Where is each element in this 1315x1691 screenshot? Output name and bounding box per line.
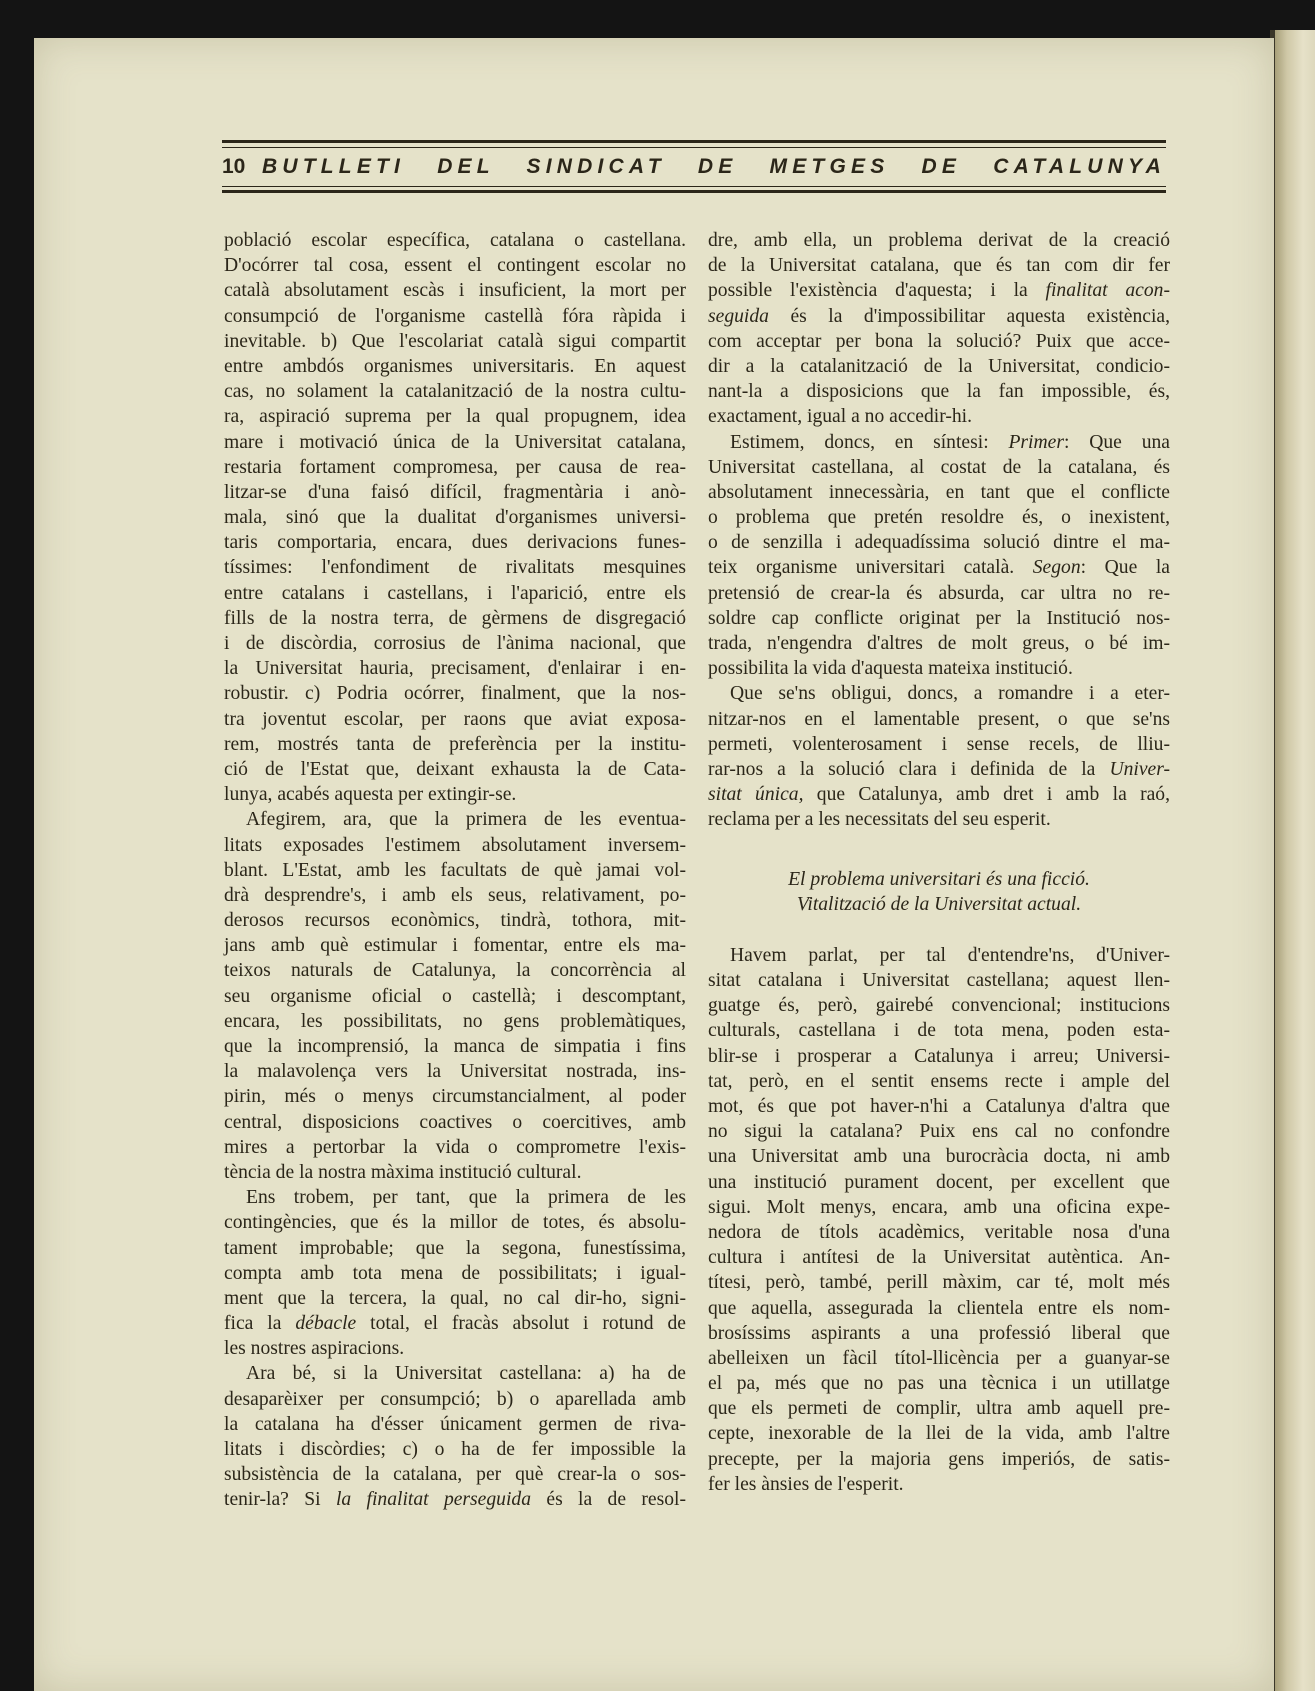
header-rule-top-thick — [222, 140, 1166, 143]
text-line: que aquella, assegurada la clientela entre els nom- — [708, 1297, 1170, 1319]
text-line: inevitable. b) Que l'escolariat català sigui compartit — [224, 330, 686, 352]
text-line: subsistència de la catalana, per què crear-la o sos- — [224, 1464, 686, 1486]
text-line: drà desprendre's, i amb els seus, relativament, po- — [224, 884, 686, 906]
text-line: no sigui la catalana? Puix ens cal no confondre — [708, 1121, 1170, 1143]
text-line-segon — [708, 555, 1170, 580]
text-line: Havem parlat, per tal d'entendre'ns, d'Univer- — [730, 944, 1170, 966]
italic-term-debacle: débacle — [295, 1313, 357, 1335]
text-line-seguida — [708, 304, 1170, 329]
text-line: mala, sinó que la dualitat d'organismes universi- — [224, 507, 686, 529]
text-line: ra, aspiració suprema per la qual propugnem, idea — [224, 406, 686, 428]
italic-term-seguida: seguida — [708, 305, 769, 327]
text-fragment: és la de resol- — [531, 1489, 686, 1511]
text-line: nant-la a disposicions que la fan impossible, és, — [708, 381, 1170, 403]
text-line-finalitat-acon — [708, 278, 1170, 303]
text-line-sitat-unica — [708, 782, 1170, 807]
text-line: població escolar específica, catalana o castellana. — [224, 230, 686, 251]
text-line: permeti, volenterosament i sense recels, de lliu- — [708, 733, 1170, 755]
text-fragment: Estimem, doncs, en síntesi: — [730, 431, 1009, 453]
text-line: dre, amb ella, un problema derivat de la creació — [708, 230, 1170, 251]
text-line-primer — [708, 430, 1170, 455]
text-line-univer — [708, 757, 1170, 782]
text-line: precepte, per la majoria gens imperiós, de satis- — [708, 1448, 1170, 1470]
italic-term-finalitat-perseguida: la finalitat perseguida — [335, 1489, 532, 1511]
text-line: sitat catalana i Universitat castellana; aquest llen- — [708, 970, 1170, 992]
text-line: jans amb què estimular i fomentar, entre els ma- — [224, 935, 686, 957]
text-line: cas, no solament la catalanització de la nostra cultu- — [224, 381, 686, 403]
text-line: que la incomprensió, la manca de simpatia i fins — [224, 1036, 686, 1057]
text-fragment: que Catalunya, amb dret i amb la raó, — [803, 784, 1170, 806]
text-line: guatge és, però, gairebé convencional; institucions — [708, 995, 1170, 1017]
text-line: Que se'ns obligui, doncs, a romandre i a eter- — [730, 683, 1170, 705]
text-line: Ara bé, si la Universitat castellana: a) ha de — [246, 1363, 686, 1385]
text-line: tament improbable; que la segona, funestíssima, — [224, 1237, 686, 1259]
journal-title: BUTLLETI DEL SINDICAT DE METGES DE CATALUNYA — [262, 155, 1166, 178]
text-line: tència de la nostra màxima institució cultural. — [224, 1161, 582, 1183]
text-line: el pa, més que no pas una tècnica i un utillatge — [708, 1373, 1170, 1395]
right-column — [708, 228, 1170, 1497]
text-line: entre ambdós organismes universitaris. En aquest — [224, 355, 686, 377]
running-header — [222, 140, 1166, 196]
text-line: dir a la catalanització de la Universitat, condicio- — [708, 355, 1170, 377]
italic-term-primer: Primer — [1008, 431, 1064, 453]
page-number: 10 — [222, 155, 246, 178]
italic-term-segon: Segon — [1032, 557, 1081, 579]
italic-term-sitat-unica: sitat única, — [708, 784, 804, 806]
text-line: sigui. Molt menys, encara, amb una oficina expe- — [708, 1196, 1170, 1218]
text-line: cultura i antítesi de la Universitat autèntica. An- — [708, 1247, 1170, 1269]
text-line: o de senzilla i adequadíssima solució dintre el ma- — [708, 532, 1170, 554]
text-line: exactament, igual a no accedir-hi. — [708, 406, 972, 428]
text-line: mare i motivació única de la Universitat catalana, — [224, 431, 686, 453]
text-line: mot, és que pot haver-n'hi a Catalunya d'altra que — [708, 1096, 1170, 1117]
text-line: ment que la tercera, la qual, no cal dir-ho, signi- — [224, 1287, 686, 1309]
text-line: reclama per a les necessitats del seu esperit. — [708, 809, 1051, 831]
text-fragment: teix organisme universitari català. — [708, 557, 1033, 579]
text-line: compta amb tota mena de possibilitats; i igual- — [224, 1262, 686, 1284]
section-heading-line-1: El problema universitari és una ficció. — [788, 868, 1090, 890]
text-line: derosos recursos econòmics, tindrà, tothora, mit- — [224, 910, 686, 932]
text-fragment: rar-nos a la solució clara i definida de la — [708, 758, 1110, 780]
text-line-debacle — [224, 1311, 686, 1336]
header-rule-bottom-thick — [222, 190, 1166, 193]
text-line: la catalana ha d'ésser únicament germen de riva- — [224, 1413, 686, 1435]
header-rule-top-thin — [222, 147, 1166, 148]
section-heading-line-2: Vitalització de la Universitat actual. — [796, 893, 1082, 915]
header-text-row — [222, 152, 1166, 182]
text-line: soldre cap conflicte originat per la Institució nos- — [708, 607, 1170, 629]
text-line: la Universitat hauria, precisament, d'enlairar i en- — [224, 658, 686, 680]
text-line: possibilita la vida d'aquesta mateixa institució. — [708, 658, 1073, 680]
text-line: D'ocórrer tal cosa, essent el contingent escolar no — [224, 255, 686, 277]
text-line: litzar-se d'una faisó difícil, fragmentària i anò- — [224, 481, 686, 503]
italic-term-finalitat-acon: finalitat acon- — [1045, 280, 1170, 302]
text-line: nedora de títols acadèmics, veritable nosa d'una — [708, 1221, 1170, 1243]
italic-term-univer: Univer- — [1109, 758, 1170, 780]
text-fragment: és la d'impossibilitar aquesta existència, — [768, 305, 1170, 327]
text-line: com acceptar per bona la solució? Puix que acce- — [708, 330, 1170, 352]
text-line: o problema que pretén resoldre és, o inexistent, — [708, 507, 1170, 529]
text-line: nitzar-nos en el lamentable present, o que se'ns — [708, 708, 1170, 730]
text-fragment: total, el fracàs absolut i rotund de — [356, 1313, 686, 1335]
text-line: Universitat castellana, al costat de la catalana, és — [708, 456, 1170, 478]
text-line: contingències, que és la millor de totes, és absolu- — [224, 1212, 686, 1234]
text-line: pirin, més o menys circumstancialment, al poder — [224, 1086, 686, 1108]
text-line: litats i discòrdies; c) o ha de fer impossible la — [224, 1439, 686, 1460]
text-line: blant. L'Estat, amb les facultats de què jamai vol- — [224, 859, 686, 881]
text-line: les nostres aspiracions. — [224, 1338, 405, 1360]
text-line: restaria fortament compromesa, per causa de rea- — [224, 456, 686, 478]
text-line: teixos naturals de Catalunya, la concorrència al — [224, 960, 686, 982]
section-heading — [708, 867, 1170, 917]
text-line: de la Universitat catalana, que és tan com dir fer — [708, 255, 1170, 277]
text-fragment: possible l'existència d'aquesta; i la — [708, 280, 1046, 302]
text-line: títesi, però, també, perill màxim, car té, molt més — [708, 1272, 1170, 1294]
text-fragment: : Que una — [1063, 431, 1170, 453]
next-page-edge — [1275, 30, 1315, 1691]
text-line: mires a pertorbar la vida o comprometre l'exis- — [224, 1136, 686, 1158]
text-line: Ens trobem, per tant, que la primera de les — [246, 1187, 686, 1209]
text-line: tíssimes: l'enfondiment de rivalitats mesquines — [224, 557, 686, 579]
text-line: una institució purament docent, per excellent que — [708, 1171, 1170, 1193]
text-line-finalitat — [224, 1487, 686, 1512]
text-line: litats exposades l'estimem absolutament inversem- — [224, 834, 686, 856]
text-line: blir-se i prosperar a Catalunya i arreu; Universi- — [708, 1045, 1170, 1067]
text-fragment: fica la — [224, 1313, 296, 1335]
text-fragment: : Que la — [1080, 557, 1170, 579]
text-line: abelleixen un fàcil títol-llicència per a guanyar-se — [708, 1347, 1170, 1369]
text-line: rem, mostrés tanta de preferència per la institu- — [224, 733, 686, 755]
text-line: trada, n'engendra d'altres de molt greus, o bé im- — [708, 633, 1170, 654]
text-line: desaparèixer per consumpció; b) o aparellada amb — [224, 1388, 686, 1410]
text-line: consumpció de l'organisme castellà fóra ràpida i — [224, 305, 686, 327]
text-line: una Universitat amb una burocràcia docta, ni amb — [708, 1146, 1170, 1168]
text-line: la malavolença vers la Universitat nostrada, ins- — [224, 1061, 686, 1083]
text-line: fer les ànsies de l'esperit. — [708, 1473, 904, 1495]
text-line: ció de l'Estat que, deixant exhausta la de Cata- — [224, 758, 686, 780]
left-column — [224, 228, 686, 1513]
text-line: fills de la nostra terra, de gèrmens de disgregació — [224, 607, 686, 629]
text-line: pretensió de crear-la és absurda, car ultra no re- — [708, 582, 1170, 604]
text-line: encara, les possibilitats, no gens problemàtiques, — [224, 1010, 686, 1032]
header-rule-bottom-thin — [222, 186, 1166, 187]
text-line: taris comportaria, encara, dues derivacions funes- — [224, 532, 686, 554]
text-line: lunya, acabés aquesta per extingir-se. — [224, 784, 517, 806]
text-fragment: tenir-la? Si — [224, 1489, 336, 1511]
text-line: que els permeti de complir, ultra amb aquell pre- — [708, 1398, 1170, 1420]
text-line: robustir. c) Podria ocórrer, finalment, que la nos- — [224, 683, 686, 705]
text-line: tra joventut escolar, per raons que aviat exposa- — [224, 708, 686, 730]
text-line: central, disposicions coactives o coercitives, amb — [224, 1111, 686, 1133]
text-line: cepte, inexorable de la llei de la vida, amb l'altre — [708, 1423, 1170, 1445]
text-line: i de discòrdia, corrosius de l'ànima nacional, que — [224, 633, 686, 654]
text-line: Afegirem, ara, que la primera de les eventua- — [246, 809, 686, 831]
text-line: català absolutament escàs i insuficient, la mort per — [224, 280, 686, 302]
text-line: absolutament innecessària, en tant que el conflicte — [708, 481, 1170, 503]
text-line: tat, però, en el sentit ensems recte i ample del — [708, 1070, 1170, 1092]
text-line: brosíssims aspirants a una professió liberal que — [708, 1322, 1170, 1344]
text-line: entre catalans i castellans, i l'aparició, entre els — [224, 582, 686, 604]
text-line: seu organisme oficial o castellà; i descomptant, — [224, 985, 686, 1007]
text-line: culturals, castellana i de tota mena, poden esta- — [708, 1020, 1170, 1042]
